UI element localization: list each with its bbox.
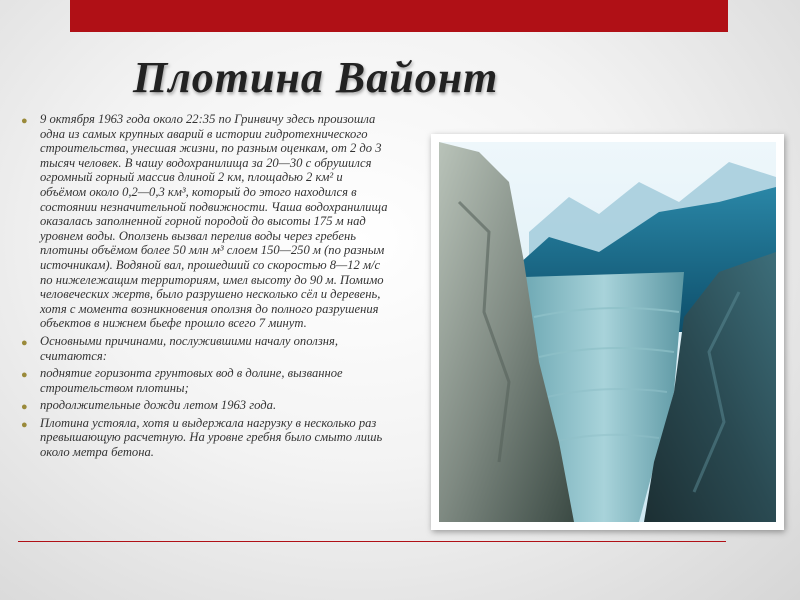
top-accent-bar	[70, 0, 728, 32]
bullet-text: Основными причинами, послужившими началу оползня, считаются:	[40, 333, 339, 363]
bullet-text: продолжительные дожди летом 1963 года.	[40, 398, 277, 413]
bottom-divider	[18, 541, 726, 542]
bullet-text: 9 октября 1963 года около 22:35 по Гринвичу здесь произошла одна из самых крупных аварий в истории гидротехнического строительства, унесшая жизни, по разным оценкам, от 2 до 3 тысяч человек. В чашу водохранилища за 20—30 с обрушился огромный горный массив длиной 2 км, площадью 2 км² и объёмом около 0,2—0,3 км³, который до этого находился в состоянии незначительной подвижности. Чаша водохранилища оказалась заполненной горной породой до высоты 175 м над уровнем воды. Оползень вызвал перелив воды через гребень плотины объёмом более 50 млн м³ слоем 150—250 м (по разным источникам). Водяной вал, прошедший со скоростью 8—12 м/с по нижележащим территориям, имел высоту до 90 м. Помимо человеческих жертв, было разрушено несколько сёл и деревень, хотя с момента возникновения оползня до полного разрушения объектов в нижнем бьефе прошло всего 7 минут.	[40, 112, 388, 331]
bullet-item	[18, 416, 390, 460]
bullet-item	[18, 112, 390, 331]
dam-photo-frame	[431, 134, 784, 530]
bullet-icon: ●	[21, 418, 28, 431]
dam-photo	[439, 142, 776, 522]
bullet-text: поднятие горизонта грунтовых вод в долине, вызванное строительством плотины;	[40, 366, 343, 395]
slide-title: Плотина Вайонт	[133, 53, 499, 102]
bullet-icon: ●	[21, 115, 28, 127]
bullet-item	[18, 366, 390, 395]
bullet-icon: ●	[21, 369, 28, 382]
bullet-item	[18, 334, 390, 363]
bullet-item	[18, 398, 390, 413]
bullet-text: Плотина устояла, хотя и выдержала нагрузку в несколько раз превышающую расчетную. На уровне гребня было смыто лишь около метра бетона.	[40, 415, 383, 460]
bullet-list	[18, 112, 390, 463]
bullet-icon: ●	[21, 336, 28, 349]
bullet-icon: ●	[21, 401, 28, 414]
